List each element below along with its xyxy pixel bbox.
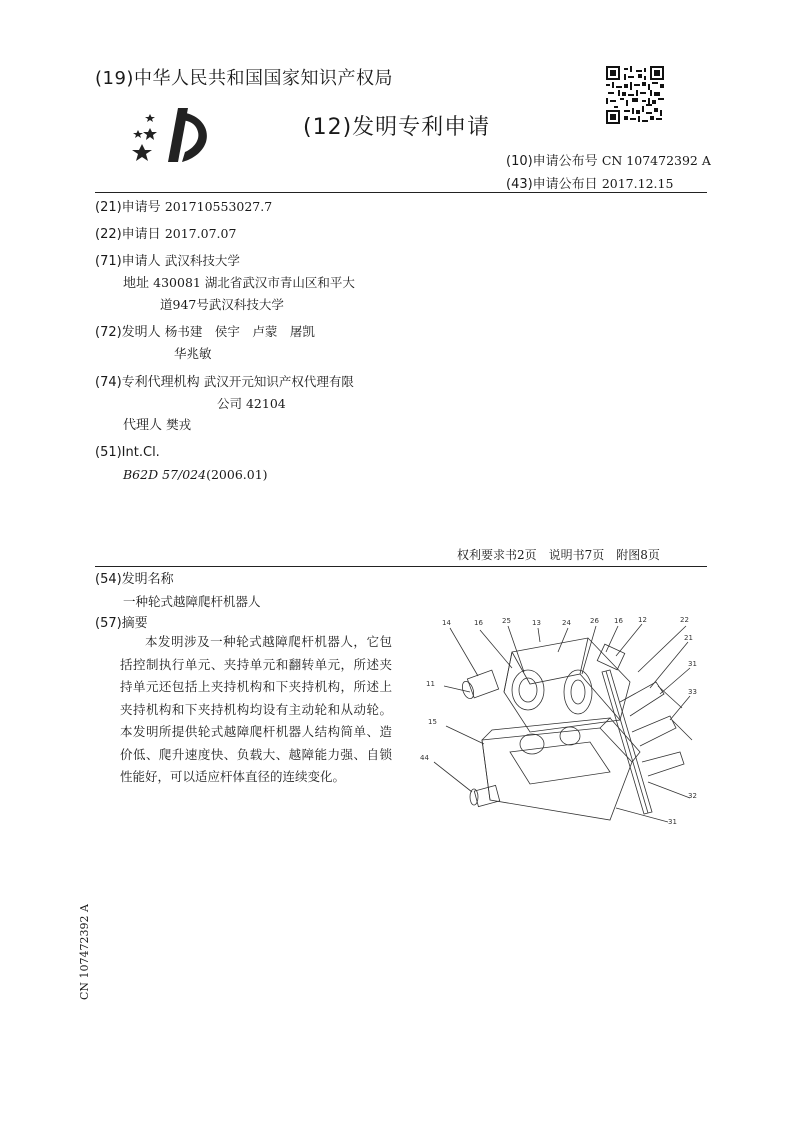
publication-date-label: (43)申请公布日 xyxy=(506,177,598,192)
inventors-line-2: 华兆敏 xyxy=(174,346,212,361)
agent xyxy=(123,414,191,437)
patent-agency xyxy=(95,371,354,394)
callout-label: 13 xyxy=(532,619,541,627)
address-line-1: 430081 湖北省武汉市青山区和平大 xyxy=(153,275,355,290)
callout-label: 11 xyxy=(426,680,435,688)
callout-label: 21 xyxy=(684,634,693,642)
pages-divider xyxy=(95,566,707,567)
callout-label: 31 xyxy=(668,818,677,826)
applicant xyxy=(95,250,240,273)
agent-value: 樊戎 xyxy=(166,417,192,432)
inventors xyxy=(95,321,315,344)
publication-number xyxy=(506,150,711,169)
document-type: (12)发明专利申请 xyxy=(303,115,491,140)
side-publication-number: CN 107472392 A xyxy=(78,904,91,1000)
qr-code-icon xyxy=(606,66,664,124)
callout-label: 16 xyxy=(474,619,483,627)
callout-label: 12 xyxy=(638,616,647,624)
ipc-code: B62D 57/024 xyxy=(123,467,207,482)
cnipa-logo-icon xyxy=(128,100,218,172)
address-label: 地址 xyxy=(123,276,150,291)
ipc-year: (2006.01) xyxy=(206,467,268,482)
patent-agency-line-1: 武汉开元知识产权代理有限 xyxy=(203,374,354,389)
callout-label: 32 xyxy=(688,792,697,800)
ipc-classification xyxy=(123,464,268,487)
issuing-office: (19)中华人民共和国国家知识产权局 xyxy=(95,68,393,89)
callout-label: 31 xyxy=(688,660,697,668)
agent-label: 代理人 xyxy=(123,418,163,433)
ipc-label: (51)Int.Cl. xyxy=(95,445,160,460)
callout-label: 24 xyxy=(562,619,571,627)
publication-date-value: 2017.12.15 xyxy=(601,176,674,191)
applicant-value: 武汉科技大学 xyxy=(164,253,240,268)
callout-label: 16 xyxy=(614,617,623,625)
application-number-value: 201710553027.7 xyxy=(164,199,273,214)
application-date-value: 2017.07.07 xyxy=(164,226,237,241)
header-divider xyxy=(95,192,707,193)
invention-title: 一种轮式越障爬杆机器人 xyxy=(123,594,261,609)
callout-label: 44 xyxy=(420,754,429,762)
patent-agency-label: (74)专利代理机构 xyxy=(95,375,200,390)
address xyxy=(123,272,355,295)
application-date xyxy=(95,223,236,246)
callout-label: 26 xyxy=(590,617,599,625)
application-number-label: (21)申请号 xyxy=(95,200,161,215)
inventors-label: (72)发明人 xyxy=(95,325,161,340)
callout-label: 33 xyxy=(688,688,697,696)
application-date-label: (22)申请日 xyxy=(95,227,161,242)
patent-agency-line-2: 公司 42104 xyxy=(217,396,286,411)
page-counts: 权利要求书2页 说明书7页 附图8页 xyxy=(457,548,660,562)
inventors-line-1: 杨书建 侯宇 卢蒙 屠凯 xyxy=(164,324,315,339)
robot-drawing xyxy=(420,612,710,834)
publication-date xyxy=(506,173,673,192)
abstract-text: 本发明涉及一种轮式越障爬杆机器人，它包括控制执行单元、夹持单元和翻转单元，所述夹持单元还包括上夹持机构和下夹持机构，所述上夹持机构和下夹持机构均设有主动轮和从动轮。本发明所提供轮式越障爬杆机器人结构简单、造价低、爬升速度快、负载大、越障能力强、自锁性能好，可以适应杆体直径的连续变化。 xyxy=(120,634,392,784)
applicant-label: (71)申请人 xyxy=(95,254,161,269)
invention-title-label: (54)发明名称 xyxy=(95,572,174,587)
publication-number-label: (10)申请公布号 xyxy=(506,154,598,169)
callout-label: 22 xyxy=(680,616,689,624)
callout-label: 25 xyxy=(502,617,511,625)
publication-number-value: CN 107472392 A xyxy=(601,153,711,168)
application-number xyxy=(95,196,272,219)
callout-label: 15 xyxy=(428,718,437,726)
callout-label: 14 xyxy=(442,619,451,627)
address-line-2: 道947号武汉科技大学 xyxy=(160,297,284,312)
abstract-label: (57)摘要 xyxy=(95,616,148,631)
